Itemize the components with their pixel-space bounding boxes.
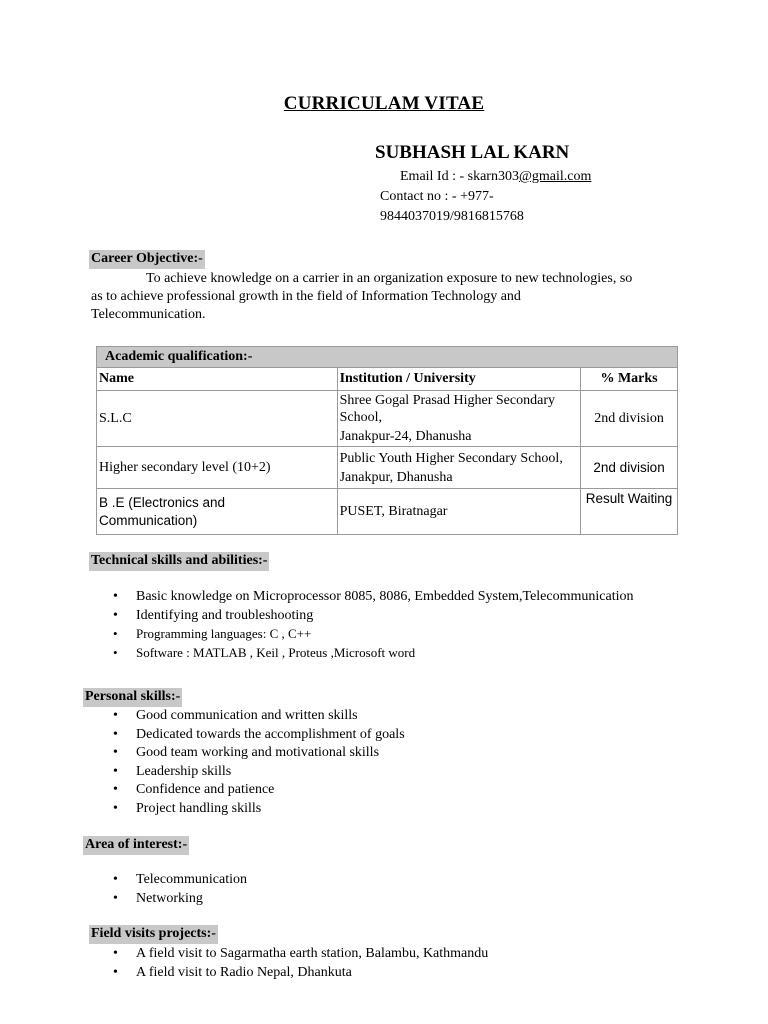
table-row xyxy=(97,489,678,535)
email-line xyxy=(400,169,591,185)
institution-cell xyxy=(337,447,581,489)
contact-line-2: 9844037019/9816815768 xyxy=(380,209,524,224)
institution-name: Shree Gogal Prasad Higher Secondary School, xyxy=(339,393,555,425)
qualification-name: B .E (Electronics and xyxy=(99,494,226,510)
institution-address: Janakpur, Dhanusha xyxy=(339,469,453,485)
list-item: • A field visit to Radio Nepal, Dhankuta xyxy=(111,964,488,983)
institution-name: PUSET, Biratnagar xyxy=(337,489,581,535)
candidate-name: SUBHASH LAL KARN xyxy=(375,142,570,163)
list-item: • Good communication and written skills xyxy=(111,707,405,726)
list-item: • Basic knowledge on Microprocessor 8085, 8086, Embedded System,Telecommunication xyxy=(111,588,633,607)
personal-skills-heading: Personal skills:- xyxy=(83,688,182,707)
table-row xyxy=(97,447,678,489)
list-item: • A field visit to Sagarmatha earth station, Balambu, Kathmandu xyxy=(111,945,488,964)
qualification-name-cont: Communication) xyxy=(99,512,198,528)
column-header-name: Name xyxy=(97,368,338,391)
institution-name: Public Youth Higher Secondary School, xyxy=(339,450,563,466)
list-item: • Dedicated towards the accomplishment of goals xyxy=(111,726,405,745)
list-item: • Software : MATLAB , Keil , Proteus ,Microsoft word xyxy=(111,644,633,663)
list-item: • Networking xyxy=(111,890,247,909)
academic-heading-row xyxy=(97,347,678,368)
list-item: • Telecommunication xyxy=(111,871,247,890)
email-link[interactable]: @gmail.com xyxy=(518,169,592,184)
personal-skills-list xyxy=(111,707,405,818)
technical-skills-heading: Technical skills and abilities:- xyxy=(89,552,269,571)
academic-heading: Academic qualification:- xyxy=(97,347,678,368)
field-visits-list xyxy=(111,945,488,982)
email-label: Email Id : - skarn303 xyxy=(400,169,519,184)
marks-cell: Result Waiting xyxy=(581,489,678,535)
document-title: CURRICULAM VITAE xyxy=(283,93,485,114)
field-visits-heading: Field visits projects:- xyxy=(89,925,218,944)
list-item: • Leadership skills xyxy=(111,763,405,782)
list-item: • Confidence and patience xyxy=(111,781,405,800)
list-item: • Good team working and motivational skills xyxy=(111,744,405,763)
career-objective-heading: Career Objective:- xyxy=(89,250,205,269)
institution-address: Janakpur-24, Dhanusha xyxy=(339,429,472,444)
area-of-interest-heading: Area of interest:- xyxy=(83,836,189,855)
list-item: • Identifying and troubleshooting xyxy=(111,607,633,626)
qualification-name: Higher secondary level (10+2) xyxy=(97,447,338,489)
table-row xyxy=(97,391,678,447)
career-objective-line-3: Telecommunication. xyxy=(91,307,206,322)
column-header-marks: % Marks xyxy=(581,368,678,391)
contact-line-1: Contact no : - +977- xyxy=(380,189,494,204)
table-header-row xyxy=(97,368,678,391)
column-header-institution: Institution / University xyxy=(337,368,581,391)
academic-table xyxy=(96,346,678,535)
career-objective-line-2: as to achieve professional growth in the field of Information Technology and xyxy=(91,289,521,304)
qualification-name: S.L.C xyxy=(97,391,338,447)
qualification-name-cell xyxy=(97,489,338,535)
marks-cell: 2nd division xyxy=(581,391,678,447)
marks-cell: 2nd division xyxy=(581,447,678,489)
institution-cell xyxy=(337,391,581,447)
area-of-interest-list xyxy=(111,871,247,908)
list-item: • Project handling skills xyxy=(111,800,405,819)
list-item: • Programming languages: C , C++ xyxy=(111,625,633,644)
career-objective-line-1: To achieve knowledge on a carrier in an organization exposure to new technologies, so xyxy=(146,271,633,286)
technical-skills-list xyxy=(111,588,633,662)
